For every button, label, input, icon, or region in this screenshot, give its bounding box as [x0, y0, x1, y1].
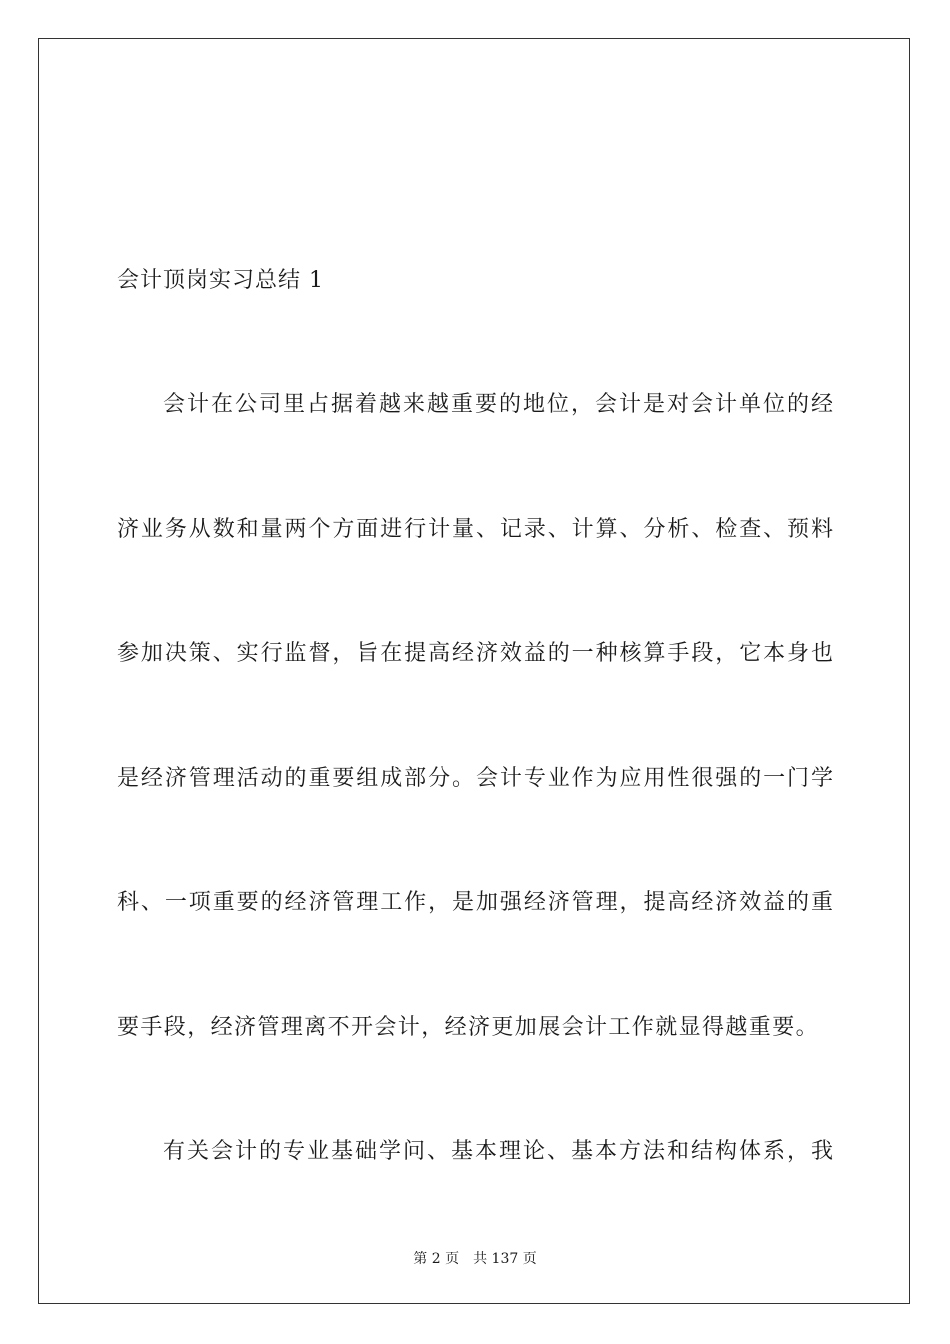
paragraph-1-line-2: 济业务从数和量两个方面进行计量、记录、计算、分析、检查、预料 — [117, 517, 833, 542]
paragraph-1-line-6: 要手段，经济管理离不开会计，经济更加展会计工作就显得越重要。 — [117, 1015, 820, 1040]
page-number: 第 2 页 — [413, 1251, 460, 1267]
paragraph-1-line-4: 是经济管理活动的重要组成部分。会计专业作为应用性很强的一门学 — [117, 766, 833, 791]
document-title: 会计顶岗实习总结 1 — [117, 268, 324, 293]
paragraph-1-line-1: 会计在公司里占据着越来越重要的地位，会计是对会计单位的经 — [163, 392, 833, 417]
page-footer — [0, 1248, 950, 1268]
paragraph-1-line-5: 科、一项重要的经济管理工作，是加强经济管理，提高经济效益的重 — [117, 890, 833, 915]
paragraph-1-line-3: 参加决策、实行监督，旨在提高经济效益的一种核算手段，它本身也 — [117, 641, 833, 666]
page-total: 共 137 页 — [473, 1251, 537, 1267]
page-border — [38, 38, 910, 1304]
paragraph-2-line-1: 有关会计的专业基础学问、基本理论、基本方法和结构体系，我 — [163, 1139, 833, 1164]
